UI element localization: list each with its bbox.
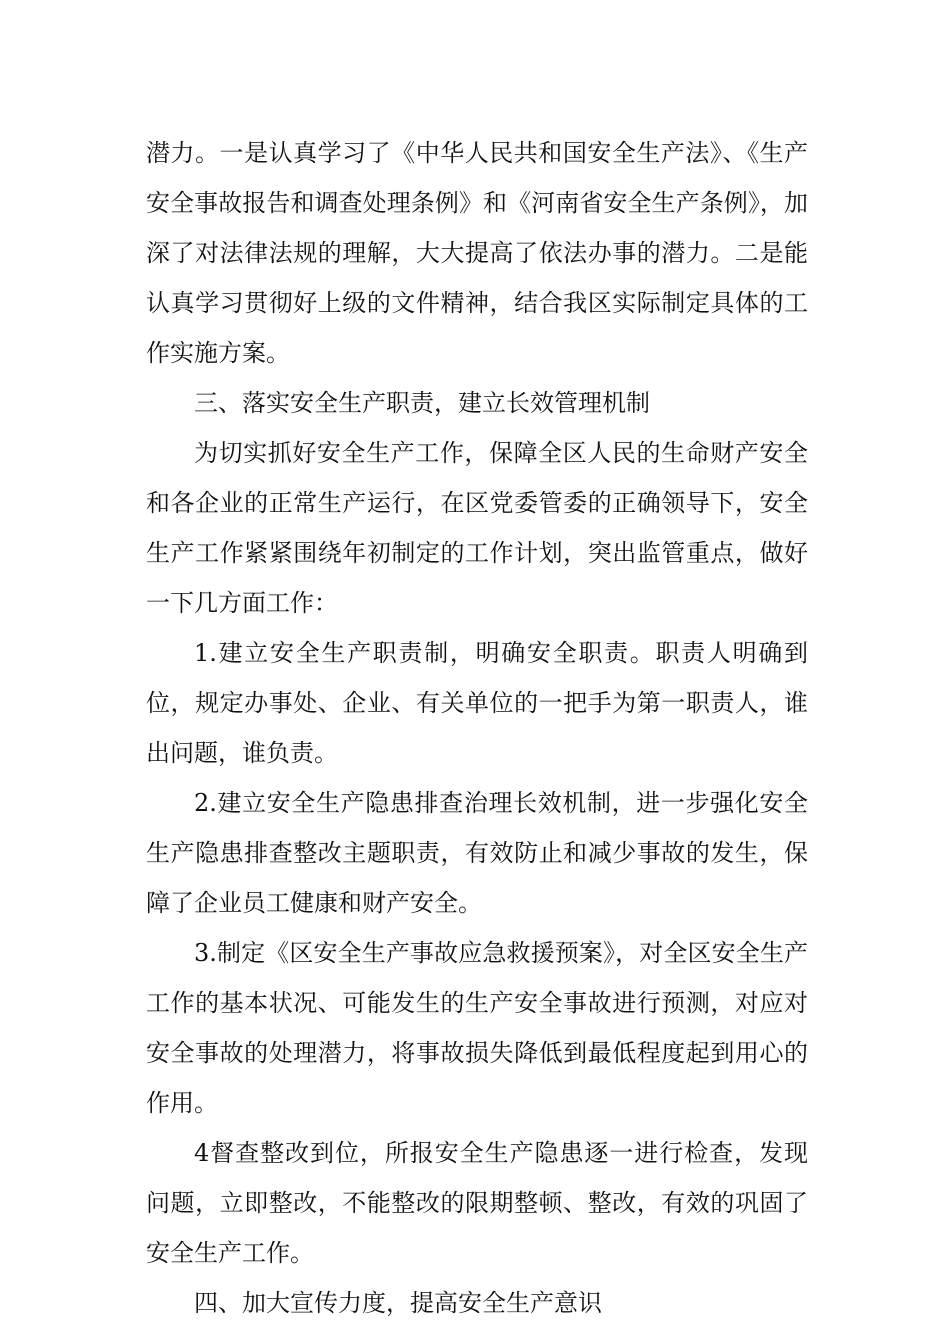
list-item-1: 1.建立安全生产职责制，明确安全职责。职责人明确到位，规定办事处、企业、有关单位的一把手为第一职责人，谁出问题，谁负责。 <box>146 639 808 767</box>
list-item-4: 4督查整改到位，所报安全生产隐患逐一进行检查，发现问题，立即整改，不能整改的限期整顿、整改，有效的巩固了安全生产工作。 <box>146 1139 808 1267</box>
section-heading-3: 三、落实安全生产职责，建立长效管理机制 <box>194 389 650 417</box>
paragraph-continuation: 潜力。一是认真学习了《中华人民共和国安全生产法》、《生产安全事故报告和调查处理条例》和《河南省安全生产条例》，加深了对法律法规的理解，大大提高了依法办事的潜力。二是能认真学习贯彻好上级的文件精神，结合我区实际制定具体的工作实施方案。 <box>146 139 808 367</box>
paragraph-intro: 为切实抓好安全生产工作，保障全区人民的生命财产安全和各企业的正常生产运行，在区党委管委的正确领导下，安全生产工作紧紧围绕年初制定的工作计划，突出监管重点，做好一下几方面工作： <box>146 439 808 617</box>
document-body <box>146 128 808 1328</box>
section-heading-4: 四、加大宣传力度，提高安全生产意识 <box>194 1289 602 1317</box>
list-item-2: 2.建立安全生产隐患排查治理长效机制，进一步强化安全生产隐患排查整改主题职责，有效防止和减少事故的发生，保障了企业员工健康和财产安全。 <box>146 789 808 917</box>
list-item-3: 3.制定《区安全生产事故应急救援预案》，对全区安全生产工作的基本状况、可能发生的生产安全事故进行预测，对应对安全事故的处理潜力，将事故损失降低到最低程度起到用心的作用。 <box>146 939 808 1117</box>
